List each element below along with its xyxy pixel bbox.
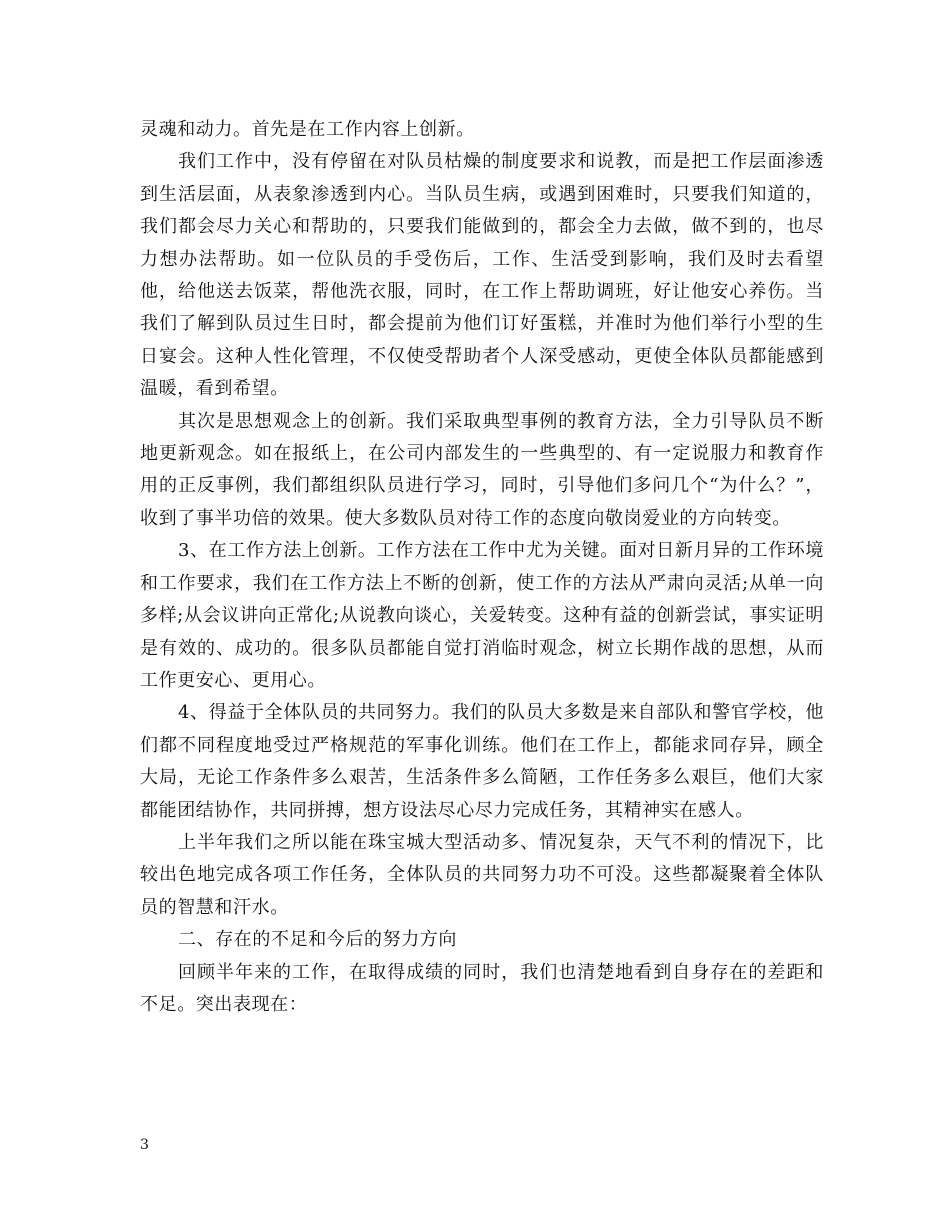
paragraph: 我们工作中，没有停留在对队员枯燥的制度要求和说教，而是把工作层面渗透到生活层面，从表象渗透到内心。当队员生病，或遇到困难时，只要我们知道的，我们都会尽力关心和帮助的，只要我们能做到的，都会全力去做，做不到的，也尽力想办法帮助。如一位队员的手受伤后，工作、生活受到影响，我们及时去看望他，给他送去饭菜，帮他洗衣服，同时，在工作上帮助调班，好让他安心养伤。当我们了解到队员过生日时，都会提前为他们订好蛋糕，并准时为他们举行小型的生日宴会。这种人性化管理，不仅使受帮助者个人深受感动，更使全体队员都能感到温暖，看到希望。 — [140, 151, 824, 400]
paragraph: 其次是思想观念上的创新。我们采取典型事例的教育方法，全力引导队员不断地更新观念。如在报纸上，在公司内部发生的一些典型的、有一定说服力和教育作用的正反事例，我们都组织队员进行学习，同时，引导他们多问几个“为什么？”，收到了事半功倍的效果。使大多数队员对待工作的态度向敬岗爱业的方向转变。 — [140, 410, 824, 529]
document-body — [140, 114, 824, 1021]
paragraph: 上半年我们之所以能在珠宝城大型活动多、情况复杂，天气不利的情况下，比较出色地完成各项工作任务，全体队员的共同努力功不可没。这些都凝聚着全体队员的智慧和汗水。 — [140, 831, 824, 918]
paragraph: 回顾半年来的工作，在取得成绩的同时，我们也清楚地看到自身存在的差距和不足。突出表现在： — [140, 961, 824, 1015]
page-number: 3 — [140, 1137, 149, 1153]
paragraph: 3、在工作方法上创新。工作方法在工作中尤为关键。面对日新月异的工作环境和工作要求，我们在工作方法上不断的创新，使工作的方法从严肃向灵活;从单一向多样;从会议讲向正常化;从说教向谈心，关爱转变。这种有益的创新尝试，事实证明是有效的、成功的。很多队员都能自觉打消临时观念，树立长期作战的思想，从而工作更安心、更用心。 — [140, 540, 824, 691]
paragraph: 4、得益于全体队员的共同努力。我们的队员大多数是来自部队和警官学校，他们都不同程度地受过严格规范的军事化训练。他们在工作上，都能求同存异，顾全大局，无论工作条件多么艰苦，生活条件多么简陋，工作任务多么艰巨，他们大家都能团结协作，共同拼搏，想方设法尽心尽力完成任务，其精神实在感人。 — [140, 702, 824, 821]
paragraph: 灵魂和动力。首先是在工作内容上创新。 — [140, 119, 475, 140]
section-heading: 二、存在的不足和今后的努力方向 — [178, 929, 457, 951]
